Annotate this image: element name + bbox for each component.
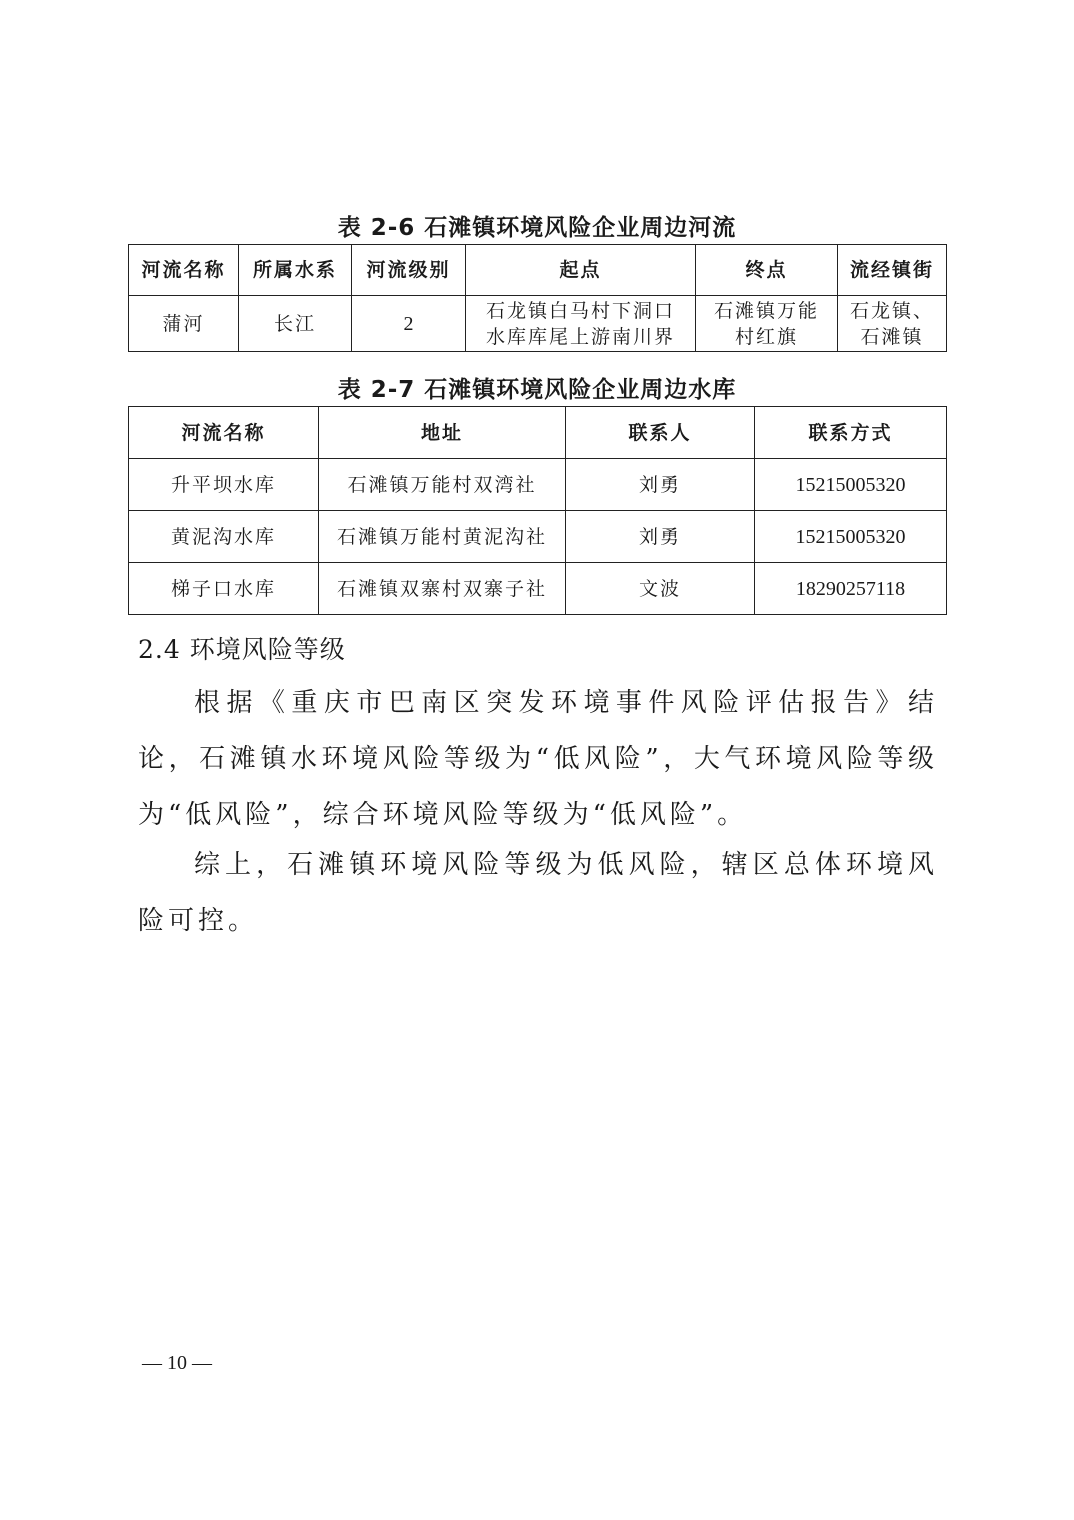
table-cell: 18290257118 [755,563,947,615]
table-2-6-caption: 表 2-6 石滩镇环境风险企业周边河流 [337,215,737,241]
table-cell: 石龙镇白马村下洞口水库库尾上游南川界 [466,296,696,352]
table-cell: 15215005320 [755,511,947,563]
section-heading: 2.4 环境风险等级 [138,635,346,664]
table-cell: 石龙镇、石滩镇 [838,296,947,352]
table-header-row [129,407,947,459]
header-cell: 所属水系 [239,245,352,296]
table-cell: 石滩镇万能村黄泥沟社 [319,511,566,563]
header-cell: 河流名称 [129,407,319,459]
header-cell: 联系人 [566,407,755,459]
table-row [129,563,947,615]
rivers-table [128,244,947,352]
header-cell: 河流名称 [129,245,239,296]
table-cell: 15215005320 [755,459,947,511]
table-2-7-caption: 表 2-7 石滩镇环境风险企业周边水库 [337,377,737,403]
header-cell: 起点 [466,245,696,296]
table-cell: 文波 [566,563,755,615]
table-cell: 蒲河 [129,296,239,352]
table-row [129,459,947,511]
table-header-row [129,245,947,296]
table-cell: 黄泥沟水库 [129,511,319,563]
table-cell: 梯子口水库 [129,563,319,615]
table-row [129,296,947,352]
table-cell: 石滩镇万能村双湾社 [319,459,566,511]
body-paragraph: 根据《重庆市巴南区突发环境事件风险评估报告》结论，石滩镇水环境风险等级为“低风险”，大气环境风险等级为“低风险”，综合环境风险等级为“低风险”。 [138,688,938,830]
table-cell: 2 [352,296,466,352]
table-cell: 石滩镇万能村红旗 [696,296,838,352]
header-cell: 联系方式 [755,407,947,459]
table-cell: 石滩镇双寨村双寨子社 [319,563,566,615]
header-cell: 流经镇街 [838,245,947,296]
header-cell: 地址 [319,407,566,459]
table-cell: 刘勇 [566,459,755,511]
table-cell: 长江 [239,296,352,352]
body-paragraph: 综上，石滩镇环境风险等级为低风险，辖区总体环境风险可控。 [138,850,938,936]
page-number: — 10 — [142,1352,212,1374]
table-row [129,511,947,563]
table-cell: 刘勇 [566,511,755,563]
header-cell: 终点 [696,245,838,296]
reservoirs-table [128,406,947,615]
header-cell: 河流级别 [352,245,466,296]
table-cell: 升平坝水库 [129,459,319,511]
